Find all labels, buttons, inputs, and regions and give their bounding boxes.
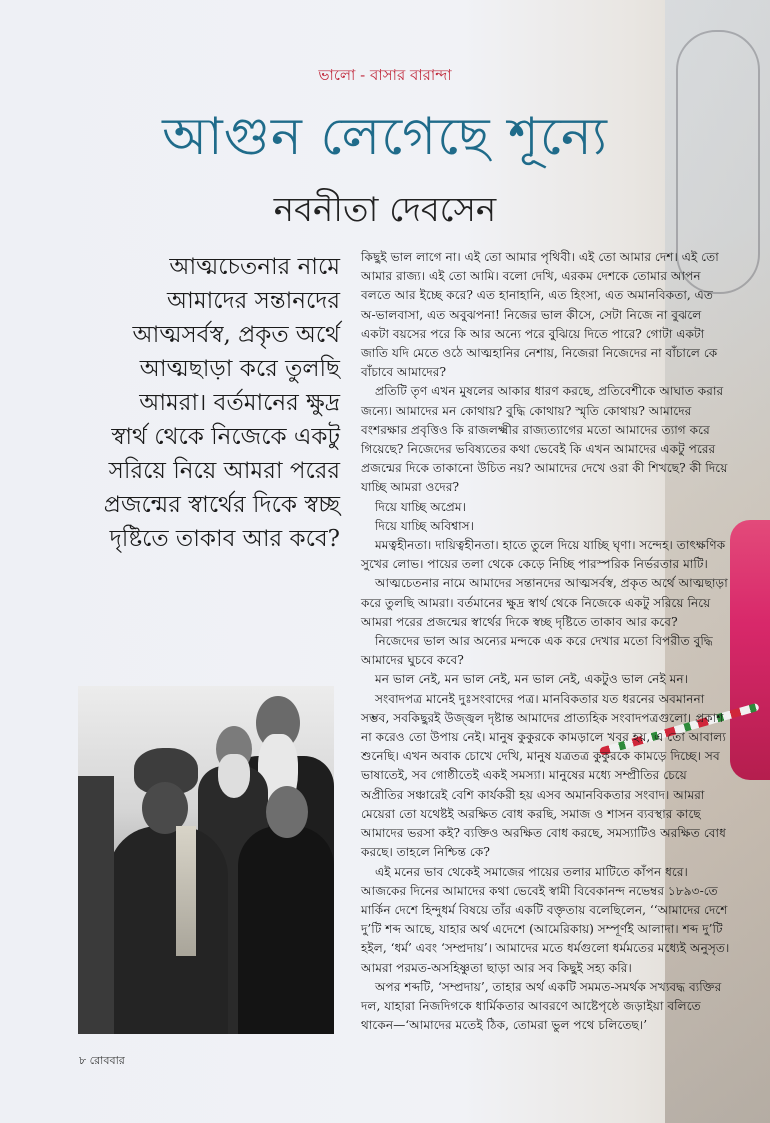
body-paragraph: আত্মচেতনার নামে আমাদের সন্তানদের আত্মসর্বস্ব, প্রকৃত অর্থে আত্মছাড়া করে তুলছি আমরা। বর্তমানের ক্ষুদ্র স্বার্থ থেকে নিজেকে একটু সরিয়ে নিয়ে আমরা পরের প্রজন্মের স্বার্থের দিকে স্বচ্ছ দৃষ্টিতে তাকাব আর কবে? [361, 576, 728, 629]
body-paragraph: সংবাদপত্র মানেই দুঃসংবাদের পত্র। মানবিকতার যত ধরনের অবমাননা সম্ভব, সবকিছুরই উজ্জ্বল দৃষ্টান্ত আমাদের প্রাত্যহিক সংবাদপত্রগুলো। প্রকাশ না করেও তো উপায় নেই। মানুষ কুকুরকে কামড়ালে খবর হয়, এ তো আবাল্য শুনেছি। এখন অবাক চোখে দেখি, মানুষ যত্রতত্র কুকুরকে কামড়ে দিচ্ছে। সব ভাষাতেই, সব গোষ্ঠীতেই একই সমস্যা। মানুষের মধ্যে সম্প্রীতির চেয়ে অপ্রীতির সঞ্চারেই বেশি কার্যকরী হয় এসব অমানবিকতার সংবাদ। আমরা মেয়েরা তো যথেষ্টই অরক্ষিত বোধ করছি, সমাজ ও শাসন ব্যবস্থার কাছে আমাদের ভরসা কই? ব্যক্তিও অরক্ষিত বোধ করছে, সমস্যাটিও অরক্ষিত বোধ করছে। তাহলে নিশ্চিন্ত কে? [361, 691, 726, 860]
body-paragraph: এই মনের ভাব থেকেই সমাজের পায়ের তলার মাটিতে কাঁপন ধরে। আজকের দিনের আমাদের কথা ভেবেই স্বামী বিবেকানন্দ নভেম্বর ১৮৯৩-তে মার্কিন দেশে হিন্দুধর্ম বিষয়ে তাঁর একটি বক্তৃতায় বলেছিলেন, ‘‘আমাদের দেশে দু’টি শব্দ আছে, যাহার অর্থ এদেশে (আমেরিকায়) সম্পূর্ণই আলাদা। শব্দ দু’টি হইল, ‘ধর্ম’ এবং ‘সম্প্রদায়’। আমাদের মতে ধর্মগুলো ধর্মমতের মধ্যেই অনুসৃত। আমরা পরমত-অসহিষ্ণুতা ছাড়া আর সব কিছুই সহ্য করি। [361, 864, 730, 975]
body-paragraph: নিজেদের ভাল আর অন্যের মন্দকে এক করে দেখার মতো বিপরীত বুদ্ধি আমাদের ঘুচবে কবে? [361, 634, 713, 668]
body-paragraph: অপর শব্দটি, ‘সম্প্রদায়’, তাহার অর্থ একটি সমমত-সমর্থক সখ্যবদ্ধ ব্যক্তির দল, যাহারা নিজদিগকে ধার্মিকতার আবরণে আষ্টেপৃষ্ঠে জড়াইয়া বলিতে থাকেন—‘আমাদের মতেই ঠিক, তোমরা ভুল পথে চলিতেছ।’ [361, 979, 722, 1033]
body-paragraph: কিছুই ভাল লাগে না। এই তো আমার পৃথিবী। এই তো আমার দেশ। এই তো আমার রাজ্য। এই তো আমি। বলো দেখি, এরকম দেশকে তোমার আপন বলতে আর ইচ্ছে করে? এত হানাহানি, এত হিংসা, এত অমানবিকতা, এত অ-ভালবাসা, এত অবুঝপনা! নিজের ভাল কীসে, সেটা নিজে না বুঝলে একটা বয়সের পরে কি আর অন্যে পরে বুঝিয়ে দিতে পারে? গোটা একটা জাতি যদি মেতে ওঠে আত্মহানির নেশায়, নিজেরা নিজেদের না বাঁচালে কে বাঁচাবে আমাদের? [361, 250, 719, 380]
section-label: ভালো - বাসার বারান্দা [318, 66, 452, 84]
photo-scarf [176, 826, 196, 956]
photo-head [266, 786, 308, 838]
side-photo-figure [730, 520, 770, 780]
photo-figure-front-man [238, 826, 334, 1034]
body-paragraph: দিয়ে যাচ্ছি অপ্রেম। [375, 499, 466, 514]
page-folio: ৮ রোববার [79, 1054, 125, 1067]
body-paragraph: দিয়ে যাচ্ছি অবিশ্বাস। [375, 518, 475, 533]
body-paragraph: মমত্বহীনতা। দায়িত্বহীনতা। হাতে তুলে দিয়ে যাচ্ছি ঘৃণা। সন্দেহ। তাৎক্ষণিক সুখের লোভ। পায়ের তলা থেকে কেড়ে নিচ্ছি পারস্পরিক নির্ভরতার মাটি। [361, 538, 726, 572]
photo-figure-monk [108, 826, 228, 1034]
pull-quote: আত্মচেতনার নামে আমাদের সন্তানদের আত্মসর্বস্ব, প্রকৃত অর্থে আত্মছাড়া করে তুলছি আমরা। বর্তমানের ক্ষুদ্র স্বার্থ থেকে নিজেকে একটু সরিয়ে নিয়ে আমরা পরের প্রজন্মের স্বার্থের দিকে স্বচ্ছ দৃষ্টিতে তাকাব আর কবে? [103, 254, 340, 552]
photo-beard [218, 754, 250, 798]
photo-figure-left-edge [78, 776, 114, 1034]
historic-group-photo [78, 686, 334, 1034]
article-title: আগুন লেগেছে শূন্যে [162, 107, 608, 167]
article-body [361, 248, 731, 1035]
author-name: নবনীতা দেবসেন [273, 190, 497, 230]
body-paragraph: প্রতিটি তৃণ এখন মুষলের আকার ধারণ করছে, প্রতিবেশীকে আঘাত করার জন্যে। আমাদের মন কোথায়? বুদ্ধি কোথায়? স্মৃতি কোথায়? আমাদের বংশরক্ষার প্রবৃত্তিও কি রাজলক্ষ্মীর রাজ্যত্যাগের মতো আমাদের ত্যাগ করে গিয়েছে? নিজেদের ভবিষ্যতের কথা ভেবেই কি এখন আমাদের একটু পরের প্রজন্মের দিকে তাকানো উচিত নয়? আমাদের দেখে ওরা কী শিখছে? কী দিয়ে যাচ্ছি আমরা ওদের? [361, 384, 728, 495]
body-paragraph: মন ভাল নেই, মন ভাল নেই, মন ভাল নেই, একটুও ভাল নেই মন। [375, 672, 689, 687]
